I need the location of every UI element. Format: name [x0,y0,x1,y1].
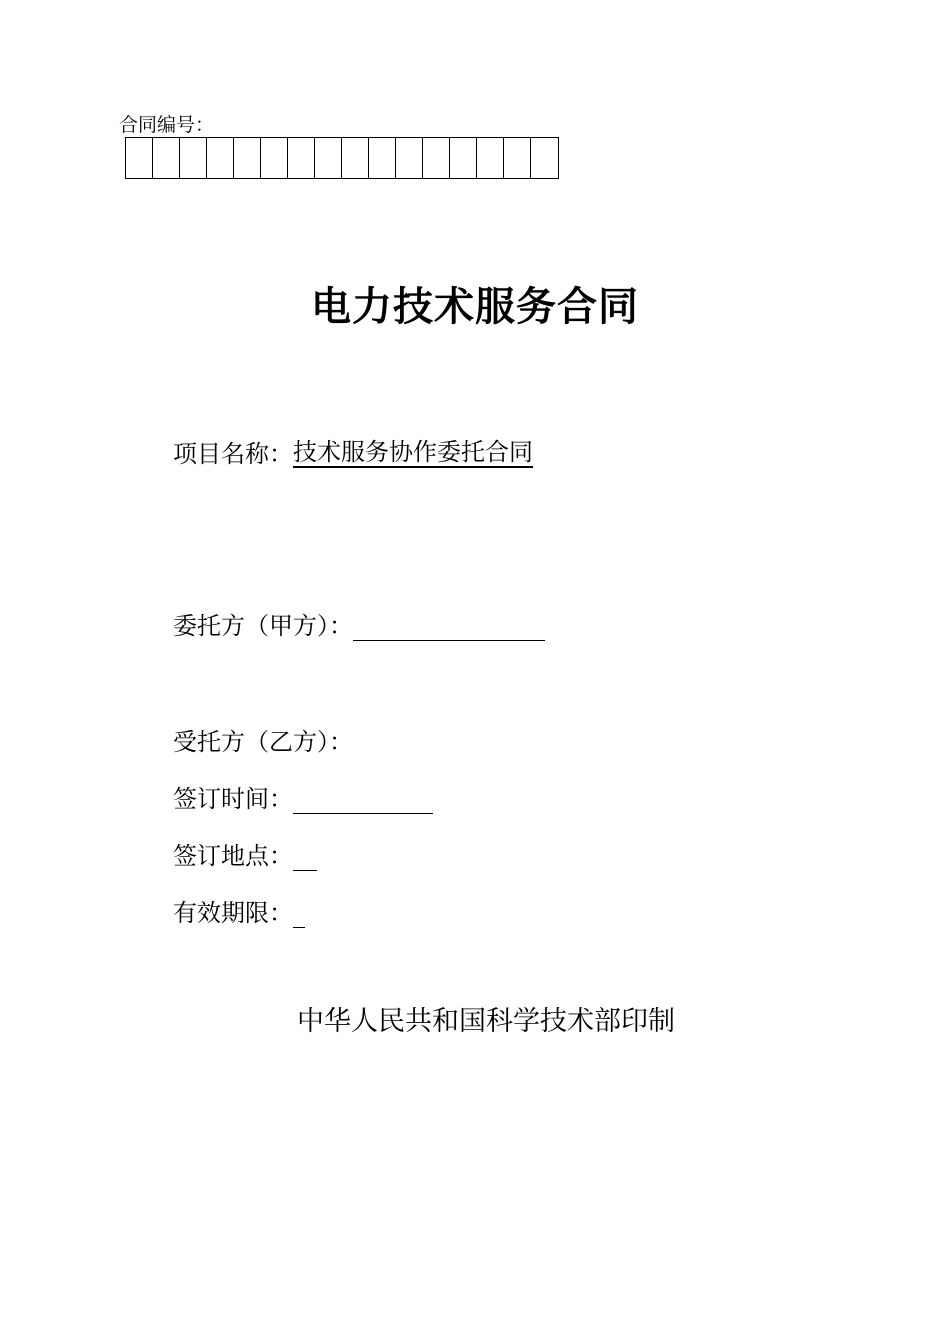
contract-number-box[interactable] [288,138,315,178]
contract-number-box[interactable] [423,138,450,178]
party-a-field [173,610,545,642]
contract-number-box[interactable] [342,138,369,178]
validity-blank[interactable] [293,897,305,928]
contract-number-box[interactable] [153,138,180,178]
project-name-label: 项目名称： [173,440,293,468]
issuer-text: 中华人民共和国科学技术部印制 [297,1006,675,1037]
validity-field [173,897,305,929]
contract-number-boxes[interactable] [125,137,559,179]
contract-number-box[interactable] [261,138,288,178]
contract-number-box[interactable] [315,138,342,178]
sign-date-blank[interactable] [293,783,433,814]
party-a-label: 委托方（甲方）： [173,612,353,640]
sign-date-label: 签订时间： [173,785,293,813]
contract-number-box[interactable] [504,138,531,178]
party-b-label: 受托方（乙方）： [173,728,353,756]
contract-number-box[interactable] [477,138,504,178]
document-title: 电力技术服务合同 [311,284,639,330]
validity-label: 有效期限： [173,899,293,927]
party-b-field [173,726,353,758]
contract-number-label: 合同编号： [119,114,215,136]
project-name-value[interactable]: 技术服务协作委托合同 [293,438,533,466]
sign-place-blank[interactable] [293,840,317,871]
party-a-blank[interactable] [353,610,545,641]
sign-date-field [173,783,433,815]
project-name-field [173,438,533,470]
contract-number-box[interactable] [207,138,234,178]
contract-number-box[interactable] [369,138,396,178]
contract-number-box[interactable] [234,138,261,178]
contract-number-box[interactable] [180,138,207,178]
sign-place-field [173,840,317,872]
contract-number-box[interactable] [450,138,477,178]
contract-number-box[interactable] [126,138,153,178]
sign-place-label: 签订地点： [173,842,293,870]
contract-number-box[interactable] [531,138,558,178]
contract-number-box[interactable] [396,138,423,178]
